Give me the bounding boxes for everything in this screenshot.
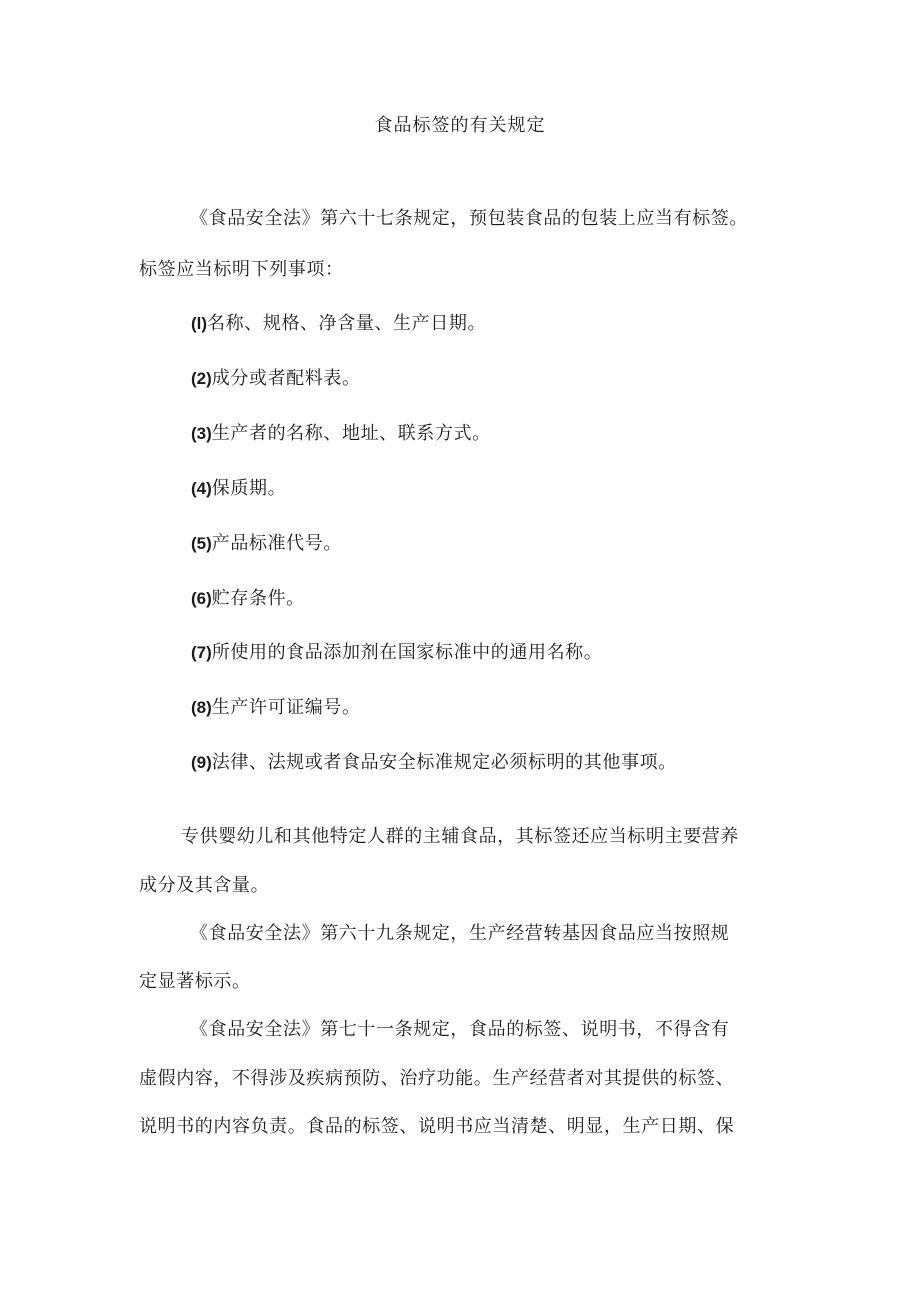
list-item-number: (8) xyxy=(191,698,212,717)
list-item xyxy=(191,312,486,336)
list-item-number: (7) xyxy=(191,643,212,662)
list-item xyxy=(191,422,491,446)
list-item-number: (4) xyxy=(191,479,212,498)
document-title: 食品标签的有关规定 xyxy=(374,115,546,136)
list-item xyxy=(191,641,602,665)
list-item-number: (5) xyxy=(191,534,212,553)
list-item xyxy=(191,696,361,720)
list-item xyxy=(191,751,677,775)
list-item-text: 产品标准代号。 xyxy=(211,533,342,554)
list-item-number: (6) xyxy=(191,589,212,608)
para4-line2: 虚假内容，不得涉及疾病预防、治疗功能。生产经营者对其提供的标签、 xyxy=(139,1068,735,1089)
list-item-text: 保质期。 xyxy=(211,478,287,499)
list-item xyxy=(191,367,361,391)
list-item-text: 名称、规格、净含量、生产日期。 xyxy=(207,313,487,334)
list-item-text: 贮存条件。 xyxy=(211,588,305,609)
para1-line2: 标签应当标明下列事项： xyxy=(139,259,344,280)
list-item-text: 生产者的名称、地址、联系方式。 xyxy=(211,423,491,444)
list-item xyxy=(191,477,286,501)
list-item-text: 所使用的食品添加剂在国家标准中的通用名称。 xyxy=(211,642,603,663)
para4-line3: 说明书的内容负责。食品的标签、说明书应当清楚、明显，生产日期、保 xyxy=(139,1116,735,1137)
list-item-text: 生产许可证编号。 xyxy=(211,697,361,718)
para4-line1: 《食品安全法》第七十一条规定，食品的标签、说明书，不得含有 xyxy=(190,1019,730,1040)
list-item-number: (9) xyxy=(191,753,212,772)
para2-line2: 成分及其含量。 xyxy=(139,875,270,896)
para2-line1: 专供婴幼儿和其他特定人群的主辅食品，其标签还应当标明主要营养 xyxy=(181,826,739,847)
para3-line1: 《食品安全法》第六十九条规定，生产经营转基因食品应当按照规 xyxy=(190,923,730,944)
list-item xyxy=(191,587,305,611)
list-item-number: (l) xyxy=(191,314,208,333)
para1-line1: 《食品安全法》第六十七条规定，预包装食品的包装上应当有标签。 xyxy=(190,208,748,229)
list-item-number: (2) xyxy=(191,369,212,388)
list-item xyxy=(191,532,342,556)
list-item-text: 法律、法规或者食品安全标准规定必须标明的其他事项。 xyxy=(211,752,677,773)
list-item-number: (3) xyxy=(191,424,212,443)
para3-line2: 定显著标示。 xyxy=(139,971,251,992)
list-item-text: 成分或者配料表。 xyxy=(211,368,361,389)
